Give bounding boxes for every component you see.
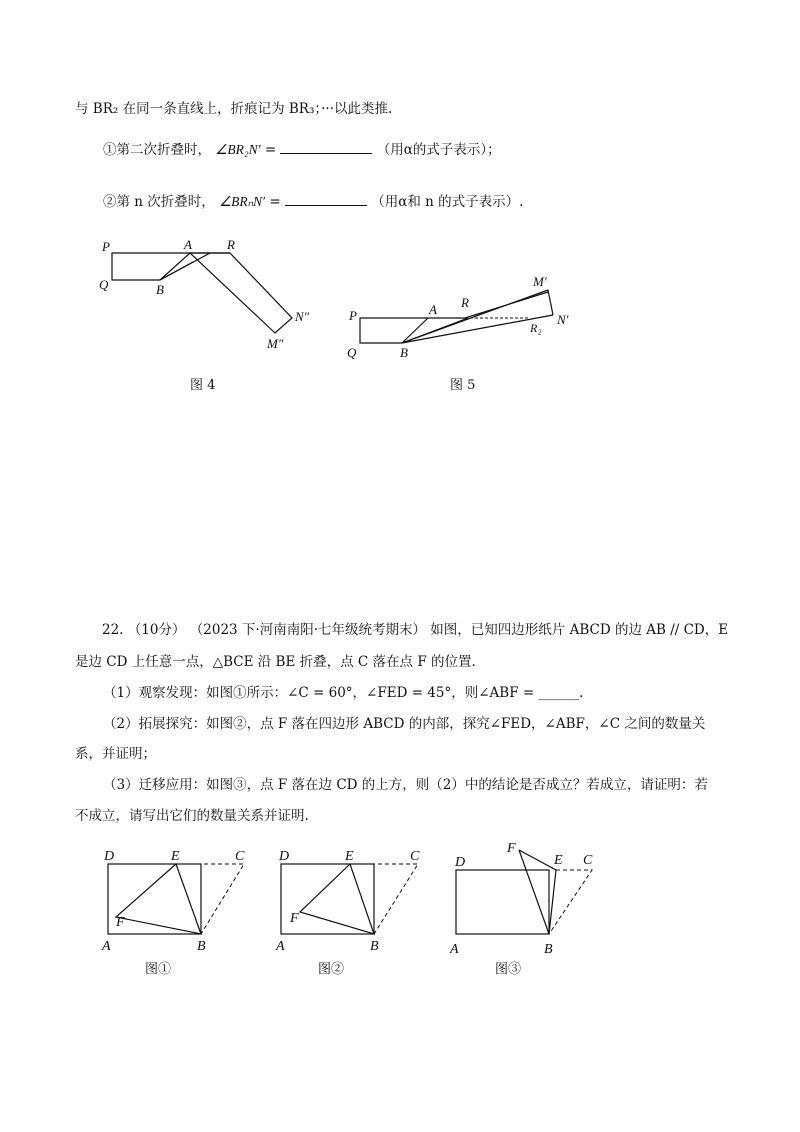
fig5-label-B: B	[400, 345, 408, 360]
fig4-label-A: A	[184, 237, 192, 252]
item1-hint: （用α的式子表示）；	[376, 142, 501, 158]
q21-continuation-line: 与 BR₂ 在同一条直线上，折痕记为 BR₃；···以此类推.	[75, 101, 393, 117]
fig5-label-R2: R₂	[530, 321, 542, 335]
fig5-label-A: A	[429, 302, 437, 317]
q22-part3-line1: （3）迁移应用：如图③，点 F 落在边 CD 的上方，则（2）中的结论是否成立？若成立，请证明：若	[103, 777, 708, 793]
item1-equals: =	[264, 142, 277, 158]
fig2-label-A: A	[276, 939, 285, 954]
fig3-label-F: F	[507, 841, 516, 856]
fig4-label-N: N″	[295, 309, 310, 324]
fig1-triangle-EFB	[116, 864, 201, 934]
fig5-caption: 图 5	[450, 378, 476, 393]
fig3-triangle-FEB	[519, 850, 556, 934]
fig3-label-B: B	[544, 942, 553, 957]
fig4-label-P: P	[102, 239, 110, 254]
fig5-label-P: P	[349, 308, 357, 323]
fig4-caption: 图 4	[190, 378, 216, 393]
fig1-dashed-ECB	[176, 864, 244, 934]
fig3-rectangle	[456, 870, 549, 934]
fig2-caption: 图②	[318, 962, 345, 977]
fig1-label-A: A	[102, 939, 111, 954]
item2-prefix: ②第 n 次折叠时，	[103, 194, 215, 210]
fig2-label-F: F	[290, 911, 299, 926]
q22-part3-line2: 不成立，请写出它们的数量关系并证明.	[75, 808, 309, 824]
fig1-label-C: C	[235, 849, 245, 864]
q22-stem-line1: 如图，已知四边形纸片 ABCD 的边 AB // CD，E	[430, 622, 729, 638]
fig1-caption: 图①	[145, 962, 172, 977]
item2-expression: ∠BRₙN′	[219, 194, 266, 209]
item2-hint: （用α和 n 的式子表示）.	[371, 194, 524, 210]
fig4-label-B: B	[156, 282, 164, 297]
fig2-label-C: C	[410, 849, 420, 864]
q22-part1: （1）观察发现：如图①所示：∠C = 60°，∠FED = 45°，则∠ABF = ______.	[103, 685, 584, 701]
q22-points: （10分）	[127, 622, 186, 638]
fig1-label-E: E	[171, 849, 180, 864]
fig5-label-R: R	[461, 295, 469, 310]
fig2-label-B: B	[370, 939, 379, 954]
q22-number: 22.	[102, 622, 124, 638]
item1-expression: ∠BR₂N′	[215, 142, 261, 157]
fig5-label-N: N′	[557, 312, 569, 327]
fig5-label-M: M′	[533, 274, 547, 289]
fig3-label-A: A	[450, 942, 459, 957]
q22-part2-line1: （2）拓展探究：如图②，点 F 落在四边形 ABCD 的内部，探究∠FED，∠ABF，∠C 之间的数量关	[103, 716, 706, 732]
fig4-label-Q: Q	[99, 277, 109, 292]
fig1-label-B: B	[197, 939, 206, 954]
fig3-shape	[456, 850, 556, 934]
fig3-label-C: C	[583, 853, 593, 868]
fig2-triangle-EFB	[300, 864, 374, 934]
fig3-label-E: E	[554, 853, 563, 868]
fig3-caption: 图③	[495, 962, 522, 977]
fig2-dashed-ECB	[350, 864, 418, 934]
fig3-label-D: D	[455, 855, 466, 870]
fig2-label-E: E	[345, 849, 354, 864]
fig1-label-D: D	[104, 849, 115, 864]
q22-stem-line2: 是边 CD 上任意一点，△BCE 沿 BE 折叠，点 C 落在点 F 的位置.	[75, 654, 476, 670]
item2-equals: =	[269, 194, 281, 210]
item1-prefix: ①第二次折叠时，	[103, 142, 211, 158]
fig4-label-R: R	[227, 237, 235, 252]
fig4-label-M: M″	[267, 336, 284, 351]
q22-part2-line2: 系，并证明；	[75, 746, 156, 762]
fig5-label-Q: Q	[347, 345, 357, 360]
fig2-label-D: D	[279, 849, 290, 864]
q22-source: （2023 下·河南南阳·七年级统考期末）	[189, 622, 426, 638]
fig1-label-F: F	[116, 915, 125, 930]
